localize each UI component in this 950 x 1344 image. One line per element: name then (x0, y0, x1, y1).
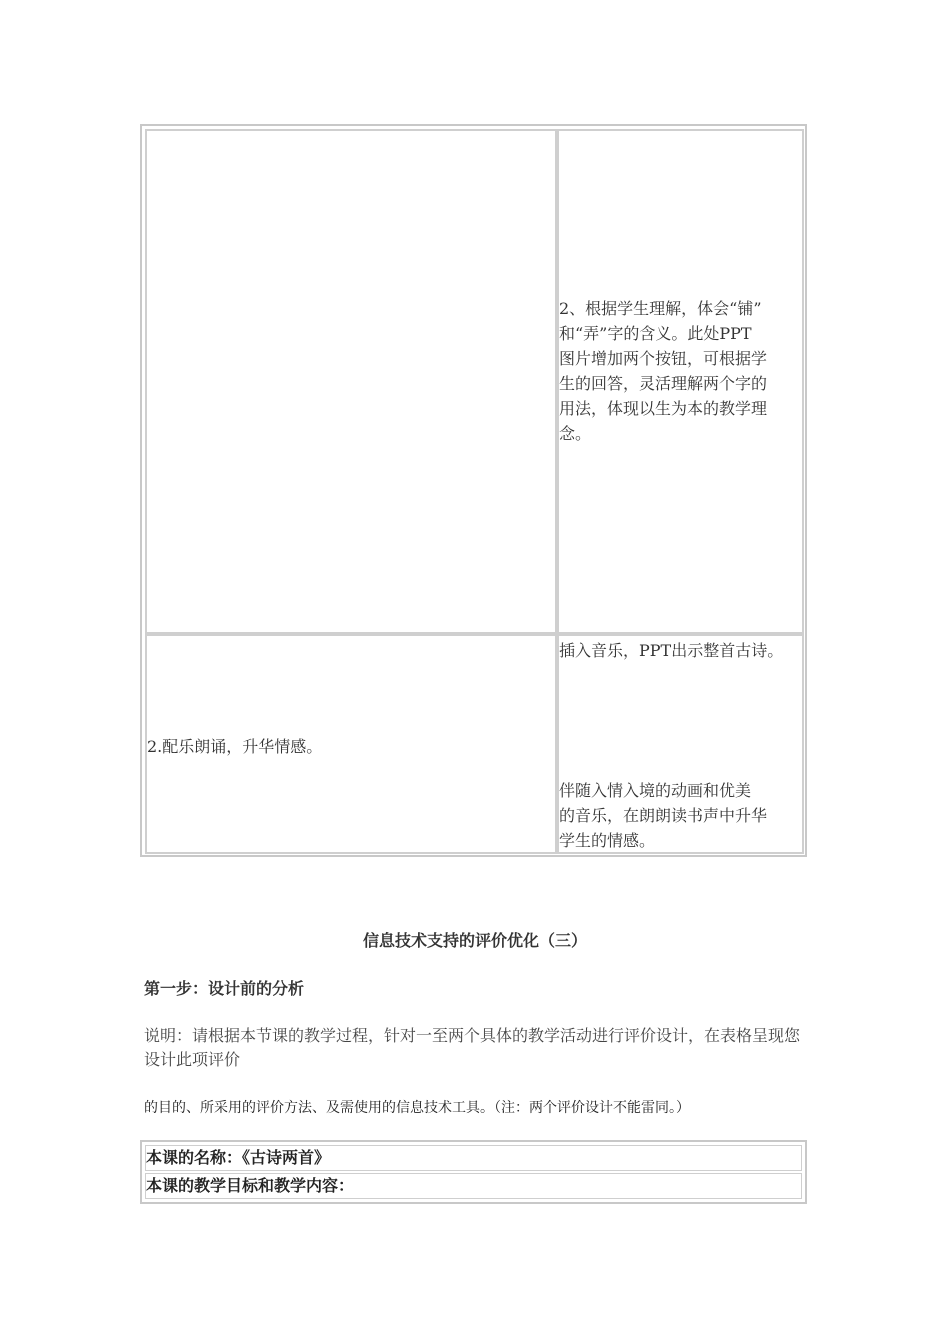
teaching-goals-row: 本课的教学目标和教学内容： (145, 1173, 802, 1199)
table-cell-bottom-left (145, 634, 557, 854)
table-cell-bottom-right (557, 634, 804, 854)
table-cell-top-right (557, 129, 804, 634)
step-title: 第一步：设计前的分析 (144, 979, 305, 998)
music-insert-note: 插入音乐，PPT出示整首古诗。 (559, 641, 784, 660)
description-text-continued: 的目的、所采用的评价方法、及需使用的信息技术工具。（注：两个评价设计不能雷同。） (144, 1100, 690, 1116)
section-heading: 信息技术支持的评价优化（三） (362, 931, 587, 950)
emotion-note: 伴随入情入境的动画和优美 的音乐，在朗朗读书声中升华 学生的情感。 (559, 781, 768, 850)
lesson-table (140, 124, 807, 857)
course-name-row: 本课的名称：《古诗两首》 (145, 1145, 802, 1171)
recitation-activity: 2.配乐朗诵，升华情感。 (147, 737, 323, 756)
description-text: 说明：请根据本节课的教学过程，针对一至两个具体的教学活动进行评价设计，在表格呈现您设计此项评价 (144, 1026, 801, 1069)
course-info-table (140, 1140, 807, 1204)
button-design-note: 2、根据学生理解，体会“铺” 和“弄”字的含义。此处PPT 图片增加两个按钮，可根据学 生的回答，灵活理解两个字的 用法，体现以生为本的教学理 念。 (559, 299, 768, 443)
table-cell-top-left (145, 129, 557, 634)
